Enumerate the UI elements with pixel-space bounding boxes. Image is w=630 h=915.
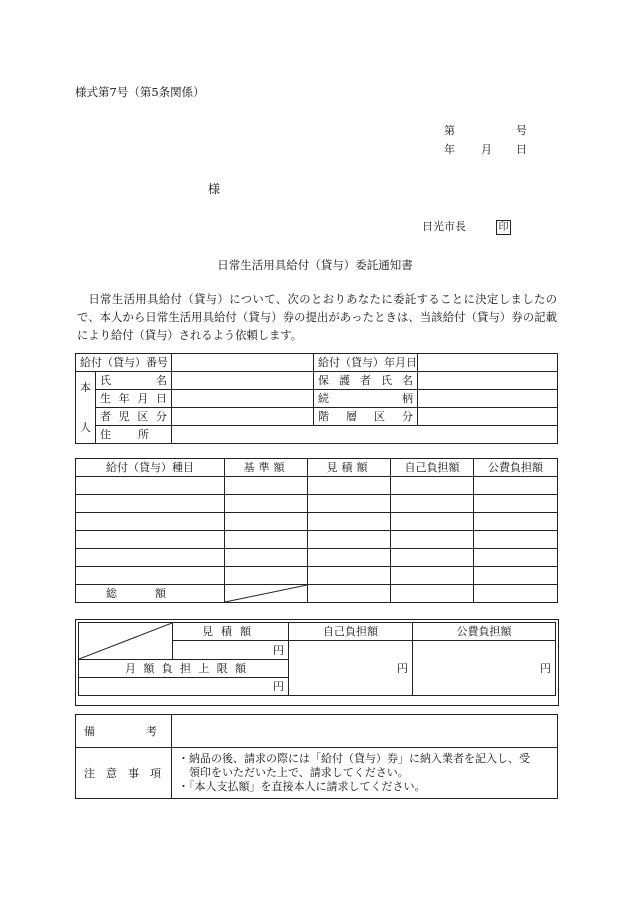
grant-number-label: 給付（貸与）番号 bbox=[76, 354, 172, 372]
document-number-suffix: 号 bbox=[516, 124, 527, 137]
monthly-limit-label: 月額負担上限額 bbox=[79, 660, 289, 678]
burden-table bbox=[78, 622, 556, 696]
item-row[interactable] bbox=[76, 513, 558, 531]
monthly-limit-yen[interactable]: 円 bbox=[79, 678, 289, 696]
item-header-public-burden: 公費負担額 bbox=[474, 459, 558, 477]
burden-self-yen[interactable]: 円 bbox=[289, 641, 413, 696]
note-line: ・納品の後、請求の際には「給付（貸与）券」に納入業者を記入し、受 bbox=[178, 752, 530, 765]
sender-name bbox=[422, 218, 511, 235]
info-table bbox=[75, 353, 558, 444]
item-header-estimate: 見積額 bbox=[308, 459, 391, 477]
burden-corner-crossed bbox=[79, 623, 173, 660]
birth-date-label: 生年月日 bbox=[96, 390, 172, 408]
burden-estimate-label: 見積額 bbox=[173, 623, 289, 641]
tier-label: 階層区分 bbox=[314, 408, 418, 426]
notes-content bbox=[172, 748, 558, 799]
note-line: 領印をいただいた上で、請求してください。 bbox=[178, 766, 409, 779]
grant-number-value[interactable] bbox=[172, 354, 314, 372]
body-paragraph: 日常生活用具給付（貸与）について、次のとおりあなたに委託することに決定しましたので、本人から日常生活用具給付（貸与）券の提出があったときは、当該給付（貸与）券の記載により給付（貸与）されるよう依頼します。 bbox=[77, 293, 557, 342]
item-row[interactable] bbox=[76, 495, 558, 513]
addressee-suffix: 様 bbox=[208, 182, 221, 196]
note-line: ・「本人支払額」を直接本人に請求してください。 bbox=[178, 780, 426, 793]
burden-public-yen[interactable]: 円 bbox=[413, 641, 556, 696]
item-row[interactable] bbox=[76, 549, 558, 567]
date-day-label: 日 bbox=[516, 143, 527, 156]
total-label: 総額 bbox=[76, 585, 225, 603]
burden-self-label: 自己負担額 bbox=[289, 623, 413, 641]
document-number-prefix: 第 bbox=[444, 124, 455, 137]
item-header-self-burden: 自己負担額 bbox=[391, 459, 474, 477]
address-label: 住所 bbox=[96, 426, 172, 444]
seal-mark: 印 bbox=[496, 220, 511, 235]
total-public-burden-value[interactable] bbox=[474, 585, 558, 603]
notes-label: 注意事項 bbox=[76, 748, 172, 799]
grant-date-value[interactable] bbox=[418, 354, 558, 372]
item-header-standard: 基準額 bbox=[225, 459, 308, 477]
sender-title: 日光市長 bbox=[422, 220, 466, 233]
total-estimate-value[interactable] bbox=[308, 585, 391, 603]
relationship-label: 続柄 bbox=[314, 390, 418, 408]
burden-public-label: 公費負担額 bbox=[413, 623, 556, 641]
item-row[interactable] bbox=[76, 567, 558, 585]
item-header-type: 給付（貸与）種目 bbox=[76, 459, 225, 477]
document-title: 日常生活用具給付（貸与）委託通知書 bbox=[217, 258, 413, 272]
total-self-burden-value[interactable] bbox=[391, 585, 474, 603]
guardian-name-value[interactable] bbox=[418, 372, 558, 390]
form-number: 様式第7号（第5条関係） bbox=[75, 85, 205, 99]
grant-date-label: 給付（貸与）年月日 bbox=[314, 354, 418, 372]
remarks-label: 備考 bbox=[76, 715, 172, 748]
total-standard-crossed bbox=[225, 585, 308, 603]
items-table bbox=[75, 458, 558, 603]
guardian-name-label: 保護者氏名 bbox=[314, 372, 418, 390]
date-month-label: 月 bbox=[481, 143, 492, 156]
item-row[interactable] bbox=[76, 531, 558, 549]
item-row[interactable] bbox=[76, 477, 558, 495]
relationship-value[interactable] bbox=[418, 390, 558, 408]
remarks-table bbox=[75, 714, 558, 799]
tier-value[interactable] bbox=[418, 408, 558, 426]
person-label: 本 人 bbox=[76, 372, 96, 444]
burden-estimate-yen[interactable]: 円 bbox=[173, 641, 289, 660]
name-value[interactable] bbox=[172, 372, 314, 390]
name-label: 氏名 bbox=[96, 372, 172, 390]
remarks-value[interactable] bbox=[172, 715, 558, 748]
address-value[interactable] bbox=[172, 426, 558, 444]
birth-date-value[interactable] bbox=[172, 390, 314, 408]
date-year-label: 年 bbox=[444, 143, 455, 156]
category-label: 者児区分 bbox=[96, 408, 172, 426]
category-value[interactable] bbox=[172, 408, 314, 426]
